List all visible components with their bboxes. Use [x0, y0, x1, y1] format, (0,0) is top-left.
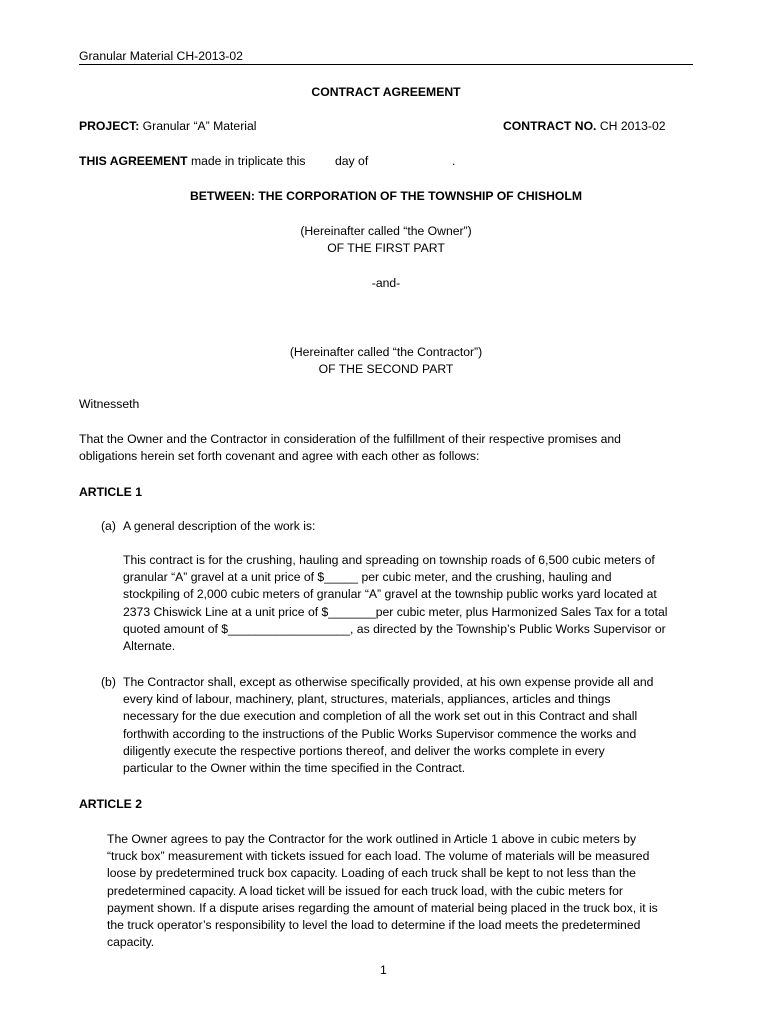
- description-line: quoted amount of $__________________, as directed by the Township’s Public Works Supervisor or: [123, 621, 666, 636]
- article-2-line: capacity.: [107, 935, 155, 950]
- intro-line: obligations herein set forth covenant and agree with each other as follows:: [79, 449, 480, 464]
- contractor-part: OF THE SECOND PART: [318, 362, 454, 376]
- clause-b-line: forthwith according to the instructions of the Public Works Supervisor commence the works and: [123, 726, 637, 741]
- document-title: CONTRACT AGREEMENT: [311, 85, 461, 99]
- contract-no-line: [503, 118, 666, 135]
- agreement-end-text: .: [452, 154, 456, 168]
- clause-b-line: The Contractor shall, except as otherwise specifically provided, at his own expense provide all and: [123, 675, 654, 689]
- clause-b-marker: (b): [101, 675, 116, 689]
- clause-b-line: every kind of labour, machinery, plant, structures, materials, appliances, articles and things: [123, 692, 611, 707]
- article-2-line: The Owner agrees to pay the Contractor for the work outlined in Article 1 above in cubic meters by: [107, 832, 637, 846]
- article-2-line: loose by predetermined truck box capacity. Loading of each truck shall be kept to not less than the: [107, 866, 636, 881]
- running-header: Granular Material CH-2013-02: [79, 49, 243, 63]
- article-2-line: the truck operator’s responsibility to level the load to determine if the load meets the predetermined: [107, 918, 641, 933]
- agreement-label: THIS AGREEMENT: [79, 154, 188, 168]
- article-2-heading: ARTICLE 2: [79, 797, 142, 811]
- description-line: stockpiling of 2,000 cubic meters of granular “A” gravel at the township public works yard located at: [123, 587, 657, 602]
- project-label: PROJECT:: [79, 119, 140, 133]
- clause-a-text: A general description of the work is:: [123, 519, 316, 533]
- and-separator: -and-: [371, 276, 401, 290]
- owner-part: OF THE FIRST PART: [327, 241, 445, 255]
- clause-b-line: particular to the Owner within the time specified in the Contract.: [123, 761, 466, 776]
- description-line: granular “A” gravel at a unit price of $_____ per cubic meter, and the crushing, hauling and: [123, 570, 612, 585]
- intro-line: That the Owner and the Contractor in consideration of the fulfillment of their respective promises and: [79, 432, 621, 446]
- between-line: BETWEEN: THE CORPORATION OF THE TOWNSHIP OF CHISHOLM: [189, 189, 583, 203]
- description-line: 2373 Chiswick Line at a unit price of $_______per cubic meter, plus Harmonized Sales Tax for a total: [123, 604, 668, 619]
- agreement-line: [79, 153, 305, 170]
- clause-a-marker: (a): [101, 519, 116, 533]
- witnesseth: Witnesseth: [79, 397, 140, 411]
- owner-called: (Hereinafter called “the Owner”): [300, 224, 472, 238]
- clause-b-line: necessary for the due execution and completion of all the work set out in this Contract and shall: [123, 709, 638, 724]
- page-number: 1: [380, 963, 387, 977]
- intro-paragraph: [79, 431, 621, 465]
- project-line: [79, 118, 256, 135]
- description-line: Alternate.: [123, 639, 176, 654]
- contract-no-label: CONTRACT NO.: [503, 119, 597, 133]
- project-value: Granular “A” Material: [142, 119, 257, 133]
- contract-no-value: CH 2013-02: [599, 119, 666, 133]
- contractor-called: (Hereinafter called “the Contractor”): [289, 345, 483, 359]
- article-1-heading: ARTICLE 1: [79, 485, 142, 499]
- article-2-paragraph: [107, 831, 658, 951]
- header-rule: [79, 64, 693, 65]
- article-1-description: [123, 552, 667, 655]
- article-2-line: predetermined capacity. A load ticket will be issued for each truck load, with the cubic meters for: [107, 883, 623, 898]
- article-2-line: “truck box” measurement with tickets issued for each load. The volume of materials will be measured: [107, 849, 650, 864]
- clause-b-paragraph: [123, 674, 653, 777]
- agreement-text: made in triplicate this: [190, 154, 306, 168]
- article-2-line: payment shown. If a dispute arises regarding the amount of material being placed in the truck box, it is: [107, 900, 658, 915]
- description-line: This contract is for the crushing, hauling and spreading on township roads of 6,500 cubic meters of: [123, 553, 655, 567]
- clause-b-line: diligently execute the respective portions thereof, and deliver the works complete in every: [123, 743, 605, 758]
- agreement-day-text: day of: [335, 154, 369, 168]
